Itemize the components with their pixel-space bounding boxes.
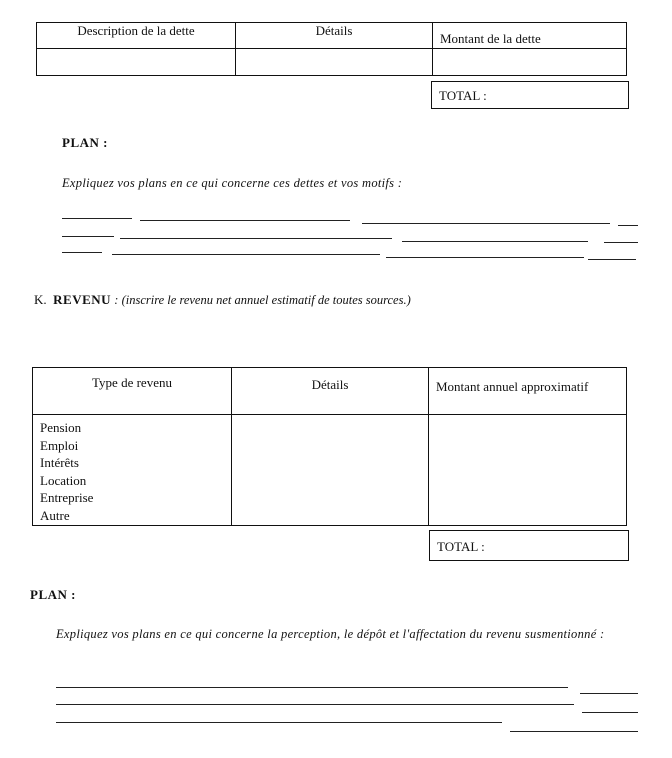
income-types-cell (33, 415, 232, 526)
plan1-answer-line[interactable] (588, 259, 636, 260)
plan1-answer-line[interactable] (604, 242, 638, 243)
income-table (32, 367, 627, 526)
debt-header-amount: Montant de la dette (433, 23, 627, 49)
debt-table (36, 22, 627, 76)
income-total-box[interactable] (429, 530, 629, 561)
debt-description-cell[interactable] (37, 49, 236, 76)
income-type-pension: Pension (40, 420, 82, 435)
plan1-answer-line[interactable] (362, 223, 610, 224)
plan2-answer-line[interactable] (56, 704, 574, 705)
income-type-entreprise: Entreprise (40, 490, 94, 505)
income-type-location: Location (40, 472, 87, 488)
section-k-letter: K. (34, 292, 47, 307)
plan1-answer-line[interactable] (618, 225, 638, 226)
plan2-answer-line[interactable] (56, 722, 502, 723)
plan2-answer-line[interactable] (582, 712, 638, 713)
income-header-amount: Montant annuel approximatif (429, 368, 627, 415)
income-header-details: Détails (232, 368, 429, 415)
section-k-note: : (inscrire le revenu net annuel estimatif de toutes sources.) (114, 293, 411, 307)
income-total-label: TOTAL : (437, 539, 485, 554)
plan1-title: PLAN : (62, 135, 108, 150)
plan2-answer-line[interactable] (510, 731, 638, 732)
debt-amount-cell[interactable] (433, 49, 627, 76)
income-amount-cell[interactable] (429, 415, 627, 526)
plan1-answer-line[interactable] (140, 220, 350, 221)
debt-details-cell[interactable] (236, 49, 433, 76)
income-type-interets: Intérêts (40, 455, 79, 470)
debt-header-description: Description de la dette (37, 23, 236, 49)
plan1-answer-line[interactable] (62, 218, 132, 219)
plan2-answer-line[interactable] (56, 687, 568, 688)
income-header-type: Type de revenu (33, 368, 232, 415)
plan1-answer-line[interactable] (386, 257, 584, 258)
income-details-cell[interactable] (232, 415, 429, 526)
plan2-answer-line[interactable] (580, 693, 638, 694)
debt-header-details: Détails (236, 23, 433, 49)
plan1-answer-line[interactable] (120, 238, 392, 239)
section-k-heading (34, 292, 411, 308)
plan1-answer-line[interactable] (62, 252, 102, 253)
debt-total-box[interactable] (431, 81, 629, 109)
section-k-title: REVENU (53, 292, 112, 307)
plan2-instruction: Expliquez vos plans en ce qui concerne la perception, le dépôt et l'affectation du revenu susmentionné : (56, 627, 605, 641)
plan1-instruction: Expliquez vos plans en ce qui concerne ces dettes et vos motifs : (62, 176, 403, 190)
plan1-answer-line[interactable] (62, 236, 114, 237)
income-type-emploi: Emploi (40, 437, 79, 453)
income-type-autre: Autre (40, 507, 70, 523)
plan1-answer-line[interactable] (112, 254, 380, 255)
plan1-answer-line[interactable] (402, 241, 588, 242)
debt-total-label: TOTAL : (439, 88, 487, 103)
plan2-title: PLAN : (30, 587, 76, 602)
